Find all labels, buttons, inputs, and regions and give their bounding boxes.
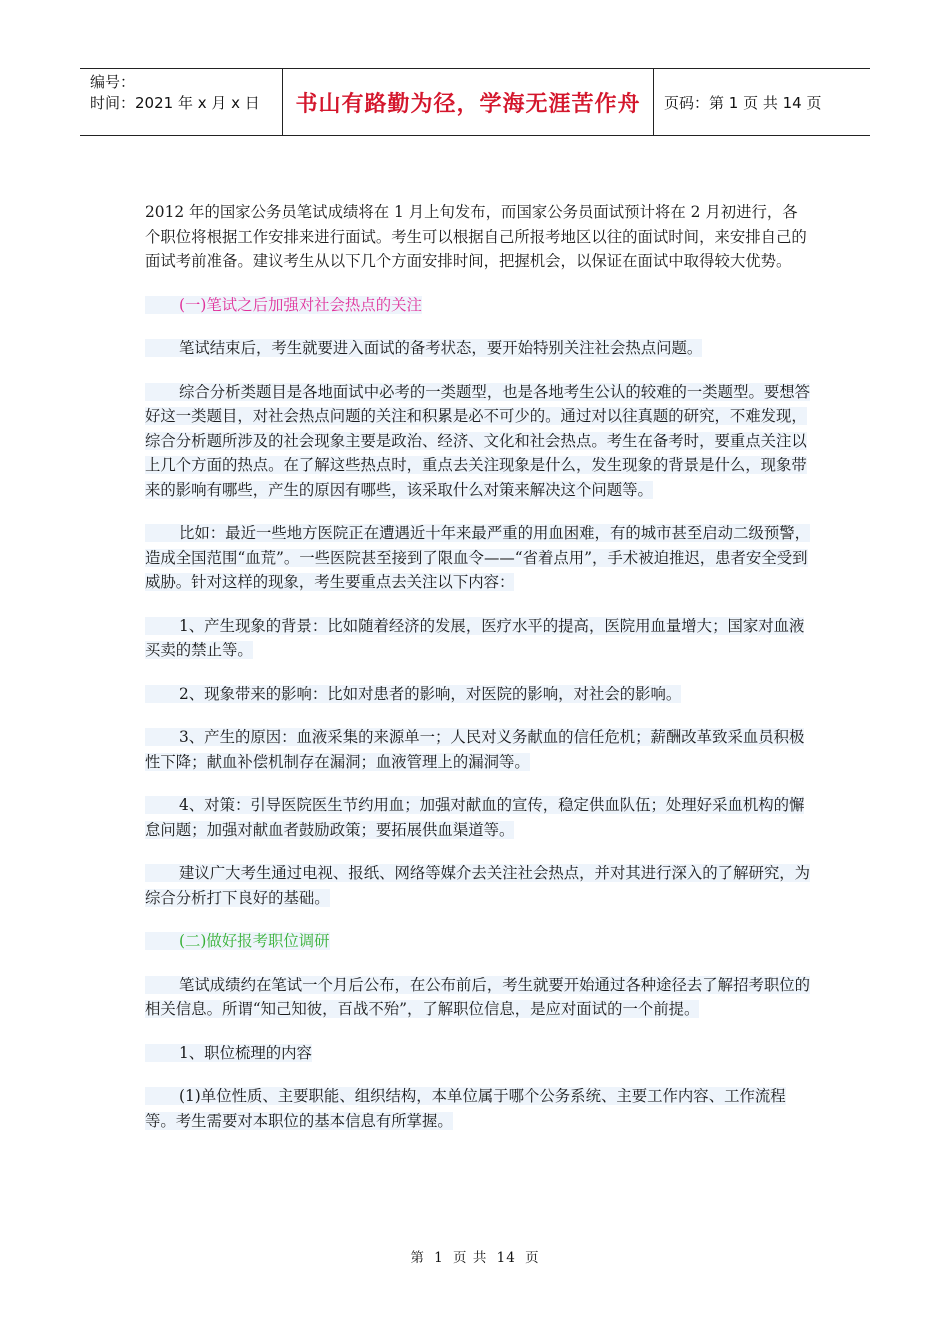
paragraph-text: (1)单位性质、主要职能、组织结构，本单位属于哪个公务系统、主要工作内容、工作流程等。考生需要对本职位的基本信息有所掌握。 [145, 1087, 786, 1130]
paragraph [145, 521, 813, 595]
list-item [145, 793, 813, 842]
page-footer [0, 1246, 950, 1266]
footer-page-suffix: 页 [525, 1250, 540, 1266]
document-date-label: 时间：2021 年 x 月 x 日 [90, 94, 260, 112]
section-heading-1 [145, 293, 813, 318]
footer-page-total: 14 [496, 1250, 516, 1266]
paragraph-text: 建议广大考生通过电视、报纸、网络等媒介去关注社会热点，并对其进行深入的了解研究，为综合分析打下良好的基础。 [145, 864, 811, 907]
list-item-text: 3、产生的原因：血液采集的来源单一；人民对义务献血的信任危机；薪酬改革致采血员积极性下降；献血补偿机制存在漏洞；血液管理上的漏洞等。 [145, 728, 805, 771]
subheading [145, 1041, 813, 1066]
intro-text: 2012 年的国家公务员笔试成绩将在 1 月上旬发布，而国家公务员面试预计将在 2 月初进行，各个职位将根据工作安排来进行面试。考生可以根据自己所报考地区以往的面试时间，来安排自己的面试考前准备。建议考生从以下几个方面安排时间，把握机会，以保证在面试中取得较大优势。 [145, 203, 807, 270]
paragraph-text: 比如：最近一些地方医院正在遭遇近十年来最严重的用血困难，有的城市甚至启动二级预警，造成全国范围“血荒”。一些医院甚至接到了限血令——“省着点用”，手术被迫推迟，患者安全受到威胁。针对这样的现象，考生要重点去关注以下内容： [145, 524, 811, 591]
page-header [80, 68, 870, 136]
paragraph-text: 综合分析类题目是各地面试中必考的一类题型，也是各地考生公认的较难的一类题型。要想答好这一类题目，对社会热点问题的关注和积累是必不可少的。通过对以往真题的研究，不难发现，综合分析题所涉及的社会现象主要是政治、经济、文化和社会热点。考生在备考时，要重点关注以上几个方面的热点。在了解这些热点时，重点去关注现象是什么，发生现象的背景是什么，现象带来的影响有哪些，产生的原因有哪些，该采取什么对策来解决这个问题等。 [145, 382, 811, 499]
paragraph [145, 973, 813, 1022]
footer-page-number: 1 [434, 1250, 444, 1266]
paragraph [145, 336, 813, 361]
intro-paragraph [145, 200, 813, 274]
list-item [145, 725, 813, 774]
section-heading-2-text: (二)做好报考职位调研 [179, 932, 330, 950]
list-item [145, 614, 813, 663]
paragraph-text: 笔试结束后，考生就要进入面试的备考状态，要开始特别关注社会热点问题。 [179, 339, 703, 357]
document-body [145, 200, 813, 1152]
paragraph [145, 861, 813, 910]
footer-page-mid: 页 共 [453, 1250, 488, 1266]
footer-page-prefix: 第 [410, 1250, 425, 1266]
subheading-text: 1、职位梳理的内容 [179, 1043, 312, 1062]
list-item [145, 682, 813, 707]
document-number-label: 编号： [90, 73, 136, 91]
list-item-text: 4、对策：引导医院医生节约用血；加强对献血的宣传，稳定供血队伍；处理好采血机构的懈怠问题；加强对献血者鼓励政策；要拓展供血渠道等。 [145, 796, 805, 839]
header-page-indicator: 页码：第 1 页 共 14 页 [664, 93, 822, 112]
paragraph [145, 380, 813, 503]
paragraph [145, 1084, 813, 1133]
paragraph-text: 笔试成绩约在笔试一个月后公布，在公布前后，考生就要开始通过各种途径去了解招考职位的相关信息。所谓“知己知彼，百战不殆”，了解职位信息，是应对面试的一个前提。 [145, 975, 811, 1018]
list-item-text: 2、现象带来的影响：比如对患者的影响，对医院的影响，对社会的影响。 [179, 684, 682, 703]
section-heading-1-text: (一)笔试之后加强对社会热点的关注 [179, 295, 422, 314]
section-heading-2 [145, 929, 813, 954]
header-meta [80, 69, 282, 135]
header-motto: 书山有路勤为径，学海无涯苦作舟 [282, 69, 654, 135]
list-item-text: 1、产生现象的背景：比如随着经济的发展，医疗水平的提高，医院用血量增大；国家对血液买卖的禁止等。 [145, 616, 805, 659]
